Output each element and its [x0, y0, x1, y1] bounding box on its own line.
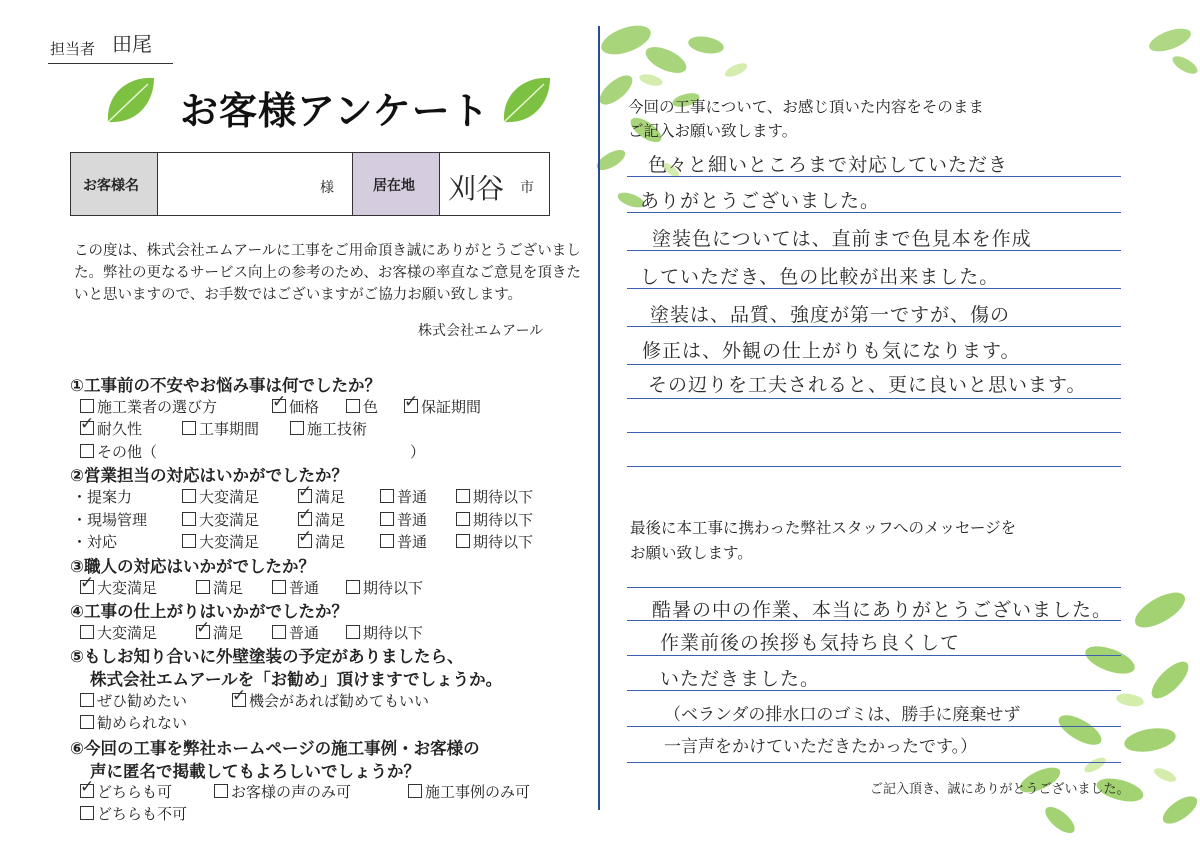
answer-rule [627, 432, 1121, 433]
q3-satisfied[interactable] [196, 577, 243, 598]
checkbox-checked[interactable] [196, 625, 210, 639]
checkbox[interactable] [456, 489, 470, 503]
customer-info-table [70, 152, 550, 216]
staff-label: 担当者 [50, 40, 96, 58]
question-2-title: ②営業担当の対応はいかがでしたか？ [70, 466, 348, 485]
checkbox-checked[interactable] [272, 399, 286, 413]
staff-underline [48, 63, 173, 64]
checkbox-checked[interactable] [298, 534, 312, 548]
answer-rule [627, 655, 1121, 656]
checkbox[interactable] [80, 715, 94, 729]
q6-case-only[interactable] [408, 781, 530, 802]
option-label: 期待以下 [473, 511, 534, 529]
address-label-cell [353, 153, 440, 215]
q5-if-chance[interactable] [232, 690, 429, 711]
answer-rule [627, 466, 1121, 467]
option-label: その他（ [97, 443, 158, 461]
page-title: お客様アンケート [180, 89, 490, 133]
option-label: 満足 [213, 624, 244, 642]
option-label: 価格 [289, 398, 320, 416]
q2-row1-satisfied[interactable] [298, 486, 345, 507]
question-3-title: ③職人の対応はいかがでしたか？ [70, 557, 315, 576]
company-name: 株式会社エムアール [418, 323, 544, 339]
checkbox[interactable] [80, 399, 94, 413]
checkbox[interactable] [346, 625, 360, 639]
name-suffix: 様 [320, 180, 334, 196]
vertical-divider [598, 26, 600, 810]
answer-1-line-1: 色々と細いところまで対応していただき [648, 154, 1009, 176]
q6-both-ok[interactable] [80, 781, 172, 802]
option-label: 大変満足 [199, 533, 260, 551]
leaf-left-icon [102, 72, 158, 128]
checkbox[interactable] [196, 580, 210, 594]
checkbox-checked[interactable] [298, 489, 312, 503]
question-5-title-line2: 株式会社エムアールを「お勧め」頂けますでしょうか。 [90, 670, 503, 689]
option-label: 期待以下 [363, 579, 424, 597]
question-6-title-line1: ⑥今回の工事を弊社ホームページの施工事例・お客様の [70, 739, 480, 758]
answer-rule [627, 398, 1121, 399]
option-label: 大変満足 [199, 511, 260, 529]
q1-other-close-paren: ） [410, 443, 426, 461]
answer-1-line-2: ありがとうございました。 [640, 190, 881, 212]
option-label: 期待以下 [473, 488, 534, 506]
answer-2-line-3: いただきました。 [660, 668, 821, 690]
q1-option-durability[interactable] [80, 418, 142, 439]
checkbox[interactable] [380, 489, 394, 503]
checkbox[interactable] [182, 512, 196, 526]
checkbox-checked[interactable] [80, 784, 94, 798]
q6-voice-only[interactable] [214, 781, 351, 802]
option-label: 大変満足 [97, 624, 158, 642]
q1-option-color[interactable] [346, 396, 378, 417]
question-6-title-line2: 声に匿名で掲載してもよろしいでしょうか？ [90, 762, 420, 781]
option-label: 普通 [397, 488, 428, 506]
checkbox[interactable] [214, 784, 228, 798]
free-question-2-line1: 最後に本工事に携わった弊社スタッフへのメッセージを [630, 519, 1017, 537]
option-label: 満足 [213, 579, 244, 597]
answer-1-line-4: していただき、色の比較が出来ました。 [640, 266, 1000, 288]
address-suffix: 市 [520, 180, 534, 196]
checkbox[interactable] [456, 534, 470, 548]
question-1-title: ①工事前の不安やお悩み事は何でしたか？ [70, 376, 381, 395]
option-label: 満足 [315, 488, 346, 506]
option-label: 大変満足 [199, 488, 260, 506]
answer-1-line-6: 修正は、外観の仕上がりも気になります。 [642, 340, 1021, 362]
checkbox[interactable] [182, 489, 196, 503]
q2-row2-normal[interactable] [380, 509, 427, 530]
answer-1-line-3: 塗装色については、直前まで色見本を作成 [652, 228, 1032, 250]
q3-below[interactable] [346, 577, 423, 598]
option-label: 普通 [289, 579, 320, 597]
checkbox[interactable] [182, 534, 196, 548]
address-value-handwritten: 刈谷 [448, 172, 505, 205]
q6-neither[interactable] [80, 803, 187, 824]
checkbox-checked[interactable] [80, 421, 94, 435]
checkbox[interactable] [290, 421, 304, 435]
checkbox[interactable] [380, 512, 394, 526]
q3-normal[interactable] [272, 577, 319, 598]
answer-2-line-1: 酷暑の中の作業、本当にありがとうございました。 [652, 599, 1113, 621]
q4-very-satisfied[interactable] [80, 622, 157, 643]
q2-row-label: ・現場管理 [72, 511, 148, 529]
address-field[interactable] [440, 153, 549, 215]
option-label: 普通 [289, 624, 320, 642]
option-label: 色 [363, 398, 379, 416]
checkbox-checked[interactable] [298, 512, 312, 526]
checkbox[interactable] [272, 625, 286, 639]
answer-1-line-7: その辺りを工夫されると、更に良いと思います。 [648, 374, 1087, 396]
option-label: ぜひ勧めたい [97, 692, 188, 710]
q2-row1-very-satisfied[interactable] [182, 486, 259, 507]
option-label: 施工事例のみ可 [425, 783, 531, 801]
answer-2-line-5: 一言声をかけていただきたかったです。） [664, 737, 978, 757]
q2-row3-satisfied[interactable] [298, 531, 345, 552]
option-label: 期待以下 [473, 533, 534, 551]
q2-row3-very-satisfied[interactable] [182, 531, 259, 552]
free-question-1-line1: 今回の工事について、お感じ頂いた内容をそのまま [628, 98, 984, 116]
q4-satisfied[interactable] [196, 622, 243, 643]
q1-option-technique[interactable] [290, 418, 367, 439]
q2-row-label: ・対応 [72, 533, 118, 551]
option-label: 満足 [315, 511, 346, 529]
option-label: 満足 [315, 533, 346, 551]
q2-row-label: ・提案力 [72, 488, 133, 506]
option-label: 耐久性 [97, 420, 143, 438]
q1-option-duration[interactable] [182, 418, 259, 439]
checkbox[interactable] [80, 444, 94, 458]
option-label: 期待以下 [363, 624, 424, 642]
checkbox-checked[interactable] [232, 693, 246, 707]
name-field[interactable] [158, 153, 353, 215]
name-label-cell [71, 153, 158, 215]
q1-option-warranty[interactable] [404, 396, 481, 417]
option-label: お客様の声のみ可 [231, 783, 352, 801]
closing-thanks: ご記入頂き、誠にありがとうございました。 [870, 782, 1130, 797]
q3-very-satisfied[interactable] [80, 577, 157, 598]
q1-option-other[interactable] [80, 441, 157, 462]
option-label: どちらも不可 [97, 805, 188, 823]
answer-2-line-4: （ベランダの排水口のゴミは、勝手に廃棄せず [664, 705, 1021, 725]
question-4-title: ④工事の仕上がりはいかがでしたか？ [70, 602, 348, 621]
option-label: 大変満足 [97, 579, 158, 597]
q2-row3-below[interactable] [456, 531, 533, 552]
option-label: 普通 [397, 511, 428, 529]
option-label: 施工技術 [307, 420, 368, 438]
checkbox[interactable] [80, 625, 94, 639]
answer-rule [627, 762, 1121, 763]
checkbox[interactable] [80, 806, 94, 820]
q2-row3-normal[interactable] [380, 531, 427, 552]
q5-cannot[interactable] [80, 712, 187, 733]
checkbox[interactable] [408, 784, 422, 798]
leaf-right-icon [498, 72, 554, 128]
q2-row2-very-satisfied[interactable] [182, 509, 259, 530]
checkbox[interactable] [80, 693, 94, 707]
option-label: 保証期間 [421, 398, 482, 416]
option-label: 普通 [397, 533, 428, 551]
option-label: 機会があれば勧めてもいい [249, 692, 430, 710]
answer-1-line-5: 塗装は、品質、強度が第一ですが、傷の [650, 304, 1011, 326]
staff-name-handwritten: 田尾 [112, 32, 152, 56]
checkbox-checked[interactable] [80, 580, 94, 594]
foliage-right-edge-decoration [1130, 20, 1200, 80]
q4-normal[interactable] [272, 622, 319, 643]
intro-text: この度は、株式会社エムアールに工事をご用命頂き誠にありがとうございました。弊社の更なるサービス向上の参考のため、お客様の率直なご意見を頂きたいと思いますので、お手数ではございますがご協力お願い致します。 [74, 243, 581, 303]
q2-row1-normal[interactable] [380, 486, 427, 507]
q4-below[interactable] [346, 622, 423, 643]
checkbox[interactable] [456, 512, 470, 526]
question-5-title-line1: ⑤もしお知り合いに外壁塗装の予定がありましたら、 [70, 647, 464, 666]
checkbox-checked[interactable] [404, 399, 418, 413]
option-label: どちらも可 [97, 783, 173, 801]
answer-rule [627, 587, 1121, 588]
checkbox[interactable] [346, 580, 360, 594]
q5-definitely[interactable] [80, 690, 187, 711]
answer-2-line-2: 作業前後の挨拶も気持ち良くして [660, 632, 961, 654]
free-question-2-line2: お願い致します。 [630, 544, 753, 562]
answer-rule [627, 726, 1121, 727]
q1-option-selection[interactable] [80, 396, 217, 417]
checkbox[interactable] [380, 534, 394, 548]
q1-option-price[interactable] [272, 396, 319, 417]
checkbox[interactable] [346, 399, 360, 413]
option-label: 勧められない [97, 714, 188, 732]
checkbox[interactable] [272, 580, 286, 594]
name-label: お客様名 [83, 178, 139, 194]
option-label: 工事期間 [199, 420, 260, 438]
address-label: 居在地 [373, 178, 415, 194]
checkbox[interactable] [182, 421, 196, 435]
free-question-1-line2: ご記入お願い致します。 [628, 122, 798, 140]
answer-rule [627, 364, 1121, 365]
q2-row2-below[interactable] [456, 509, 533, 530]
q2-row1-below[interactable] [456, 486, 533, 507]
option-label: 施工業者の選び方 [97, 398, 218, 416]
